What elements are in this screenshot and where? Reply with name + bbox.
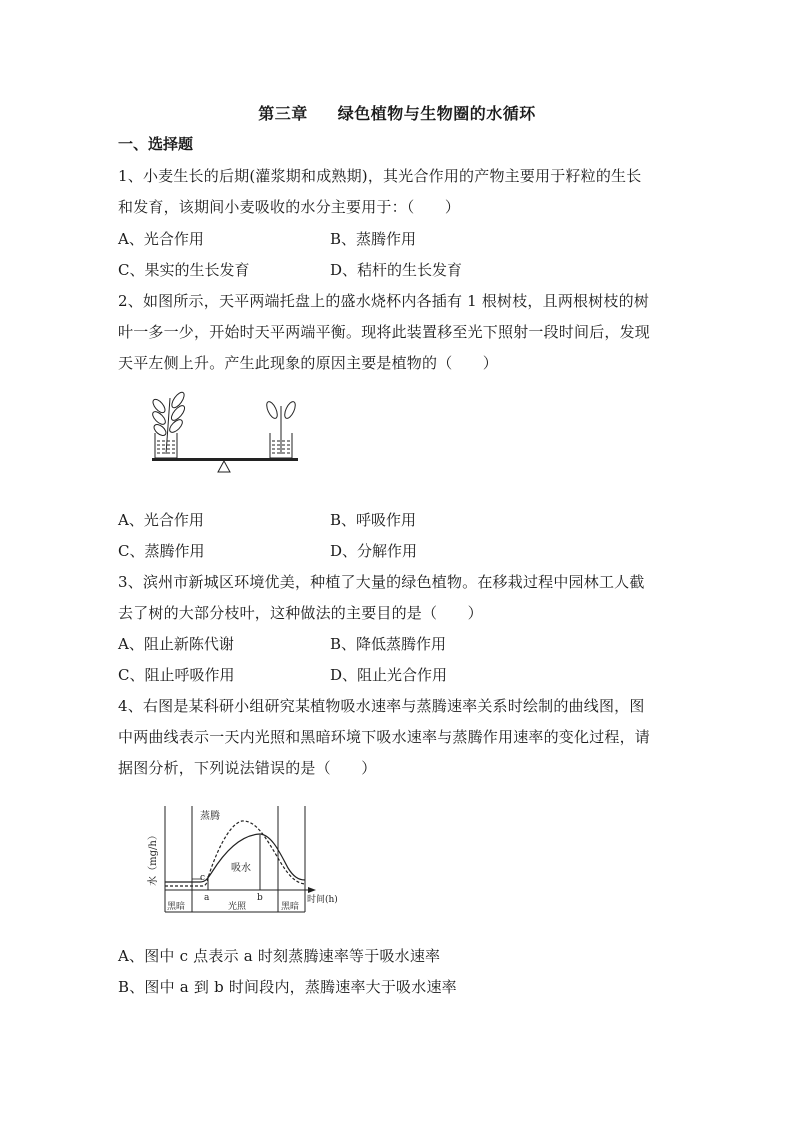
q2-option-d: D、分解作用 — [330, 542, 418, 560]
q3-option-a: A、阻止新陈代谢 — [118, 635, 234, 653]
q3-option-d: D、阻止光合作用 — [330, 666, 448, 684]
absorption-curve — [165, 834, 305, 882]
y-axis-label: 水（mg/h） — [148, 830, 159, 886]
chapter-number: 第三章 — [258, 104, 308, 123]
left-plant-icon — [151, 390, 187, 454]
period-dark-2-label: 黑暗 — [281, 902, 300, 912]
transpiration-curve — [165, 821, 305, 886]
chapter-name: 绿色植物与生物圈的水循环 — [337, 104, 536, 123]
x-axis-label: 时间(h) — [307, 895, 338, 905]
q3-option-c: C、阻止呼吸作用 — [118, 666, 235, 684]
water-rate-figure — [140, 798, 355, 920]
q3-option-b: B、降低蒸腾作用 — [330, 635, 447, 653]
q4-line-3: 据图分析，下列说法错误的是（ ） — [118, 759, 377, 777]
period-light-label: 光照 — [228, 902, 247, 912]
q1-option-c: C、果实的生长发育 — [118, 261, 250, 279]
period-dark-1-label: 黑暗 — [167, 902, 186, 912]
q1-option-a: A、光合作用 — [118, 230, 204, 248]
q1-line-1: 1、小麦生长的后期(灌浆期和成熟期)，其光合作用的产物主要用于籽粒的生长 — [118, 167, 642, 185]
left-beaker-icon — [155, 433, 177, 458]
balance-figure — [150, 386, 310, 476]
point-a-label: a — [204, 893, 210, 903]
balance-beam — [152, 458, 298, 461]
section-heading: 一、选择题 — [118, 135, 194, 153]
right-plant-icon — [265, 400, 298, 454]
q1-line-2: 和发育，该期间小麦吸收的水分主要用于：（ ） — [118, 198, 461, 216]
q4-option-a: A、图中 c 点表示 a 时刻蒸腾速率等于吸水速率 — [118, 947, 441, 965]
q1-option-d: D、秸杆的生长发育 — [330, 261, 463, 279]
point-c-label: c — [200, 873, 206, 883]
q2-line-2: 叶一多一少，开始时天平两端平衡。现将此装置移至光下照射一段时间后，发现 — [118, 323, 651, 341]
q2-line-3: 天平左侧上升。产生此现象的原因主要是植物的（ ） — [118, 354, 499, 372]
balance-fulcrum — [218, 461, 230, 472]
point-b-label: b — [257, 893, 263, 903]
chapter-title — [0, 101, 794, 124]
q2-option-c: C、蒸腾作用 — [118, 542, 205, 560]
q1-option-b: B、蒸腾作用 — [330, 230, 417, 248]
q3-line-2: 去了树的大部分枝叶，这种做法的主要目的是（ ） — [118, 604, 483, 622]
x-axis-arrow-icon — [308, 887, 316, 893]
q4-line-1: 4、右图是某科研小组研究某植物吸水速率与蒸腾速率关系时绘制的曲线图，图 — [118, 697, 645, 715]
q3-line-1: 3、滨州市新城区环境优美，种植了大量的绿色植物。在移栽过程中园林工人截 — [118, 573, 645, 591]
transpiration-label: 蒸腾 — [200, 811, 220, 822]
q2-line-1: 2、如图所示，天平两端托盘上的盛水烧杯内各插有 1 根树枝，且两根树枝的树 — [118, 292, 650, 310]
absorption-label: 吸水 — [231, 863, 251, 874]
q4-line-2: 中两曲线表示一天内光照和黑暗环境下吸水速率与蒸腾作用速率的变化过程，请 — [118, 728, 651, 746]
q2-option-a: A、光合作用 — [118, 511, 204, 529]
q4-option-b: B、图中 a 到 b 时间段内，蒸腾速率大于吸水速率 — [118, 978, 457, 996]
q2-option-b: B、呼吸作用 — [330, 511, 417, 529]
